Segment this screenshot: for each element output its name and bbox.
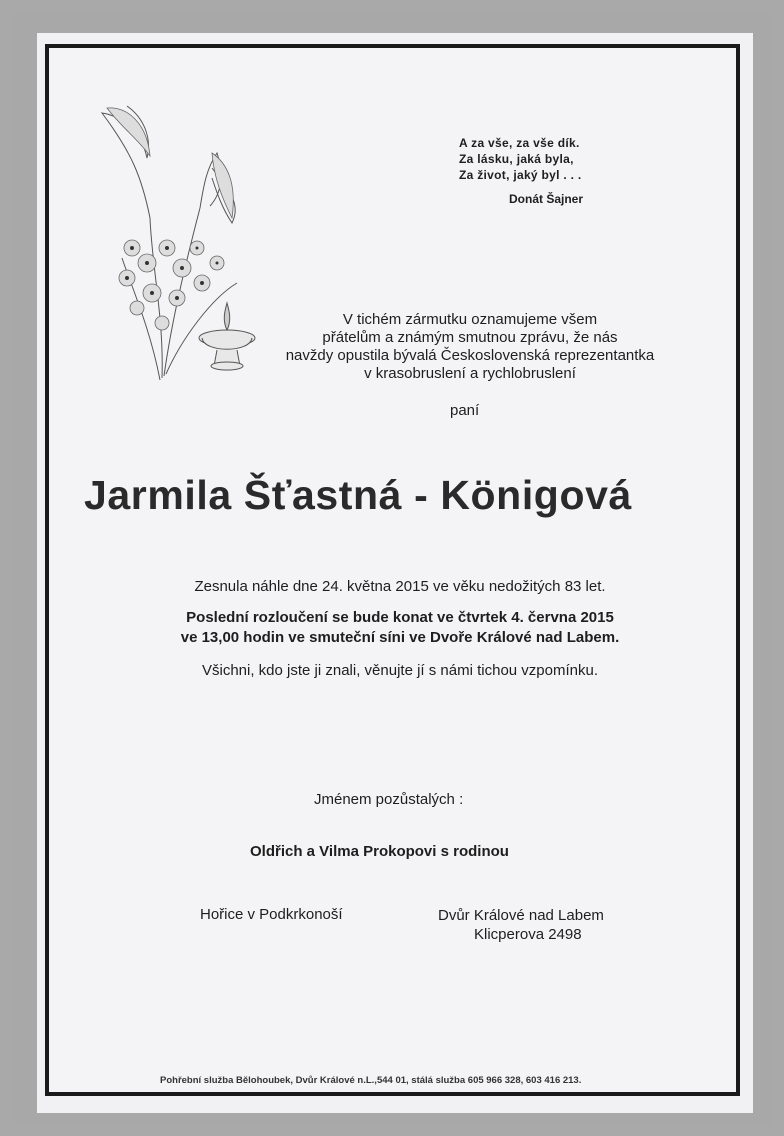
motto-verse (459, 135, 582, 183)
announcement-line: navždy opustila bývalá Československá reprezentantka (285, 347, 655, 364)
funeral-details (70, 608, 730, 648)
announcement-line: přátelům a známým smutnou zprávu, že nás (322, 329, 618, 346)
motto-line: Za lásku, jaká byla, (459, 152, 574, 166)
funeral-service-footer: Pohřební služba Bělohoubek, Dvůr Králové n.L.,544 01, stálá služba 605 966 328, 603 416 213. (160, 1075, 582, 1086)
remembrance-text: Všichni, kdo jste ji znali, věnujte jí s námi tichou vzpomínku. (201, 662, 598, 679)
announcement-line: v krasobruslení a rychlobruslení (364, 365, 576, 382)
family-names: Oldřich a Vilma Prokopovi s rodinou (250, 843, 509, 860)
location-street: Klicperova 2498 (474, 926, 582, 943)
location-city: Dvůr Králové nad Labem (438, 907, 604, 924)
death-details: Zesnula náhle dne 24. května 2015 ve věku nedožitých 83 let. (194, 578, 606, 595)
motto-line: Za život, jaký byl . . . (459, 168, 582, 182)
flower-bouquet-icon (92, 98, 262, 383)
funeral-line: ve 13,00 hodin ve smuteční síni ve Dvoře Králové nad Labem. (180, 629, 620, 646)
family-location-1: Hořice v Podkrkonoší (200, 906, 343, 923)
family-location-2 (438, 906, 604, 944)
motto-author: Donát Šajner (509, 192, 584, 206)
announcement-line: V tichém zármutku oznamujeme všem (342, 311, 598, 328)
deceased-name: Jarmila Šťastná - Königová (84, 472, 632, 518)
funeral-line: Poslední rozloučení se bude konat ve čtvrtek 4. června 2015 (186, 609, 614, 626)
honorific: paní (450, 402, 480, 419)
announcement-text (250, 311, 690, 383)
on-behalf-label: Jménem pozůstalých : (314, 791, 464, 808)
motto-line: A za vše, za vše dík. (459, 136, 580, 150)
